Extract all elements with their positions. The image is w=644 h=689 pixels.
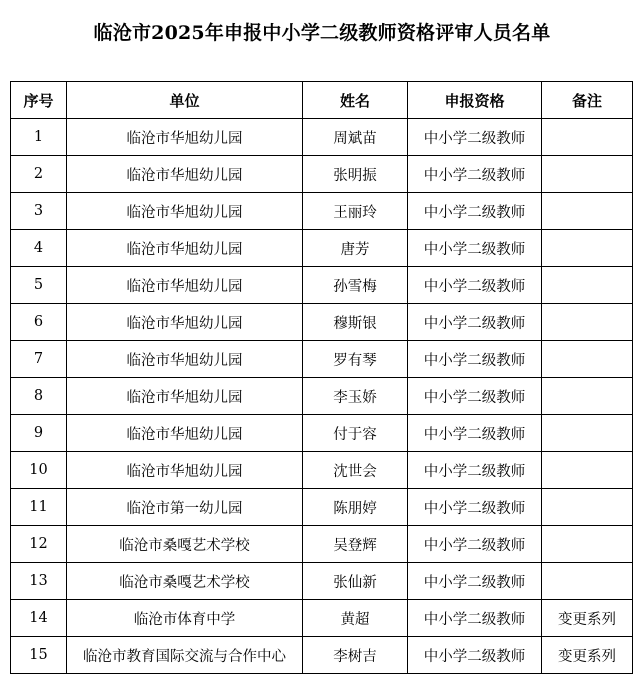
cell-qualification: 中小学二级教师 (408, 378, 542, 415)
cell-unit: 临沧市桑嘎艺术学校 (67, 526, 303, 563)
table-row (11, 637, 633, 674)
cell-serial: 8 (11, 378, 67, 415)
cell-remarks: 变更系列 (542, 600, 633, 637)
cell-name: 王丽玲 (303, 193, 408, 230)
cell-remarks (542, 341, 633, 378)
cell-remarks (542, 378, 633, 415)
cell-qualification: 中小学二级教师 (408, 230, 542, 267)
cell-qualification: 中小学二级教师 (408, 267, 542, 304)
cell-unit: 临沧市华旭幼儿园 (67, 156, 303, 193)
header-serial: 序号 (11, 82, 67, 119)
cell-serial: 3 (11, 193, 67, 230)
cell-remarks (542, 267, 633, 304)
header-qualification: 申报资格 (408, 82, 542, 119)
table-row (11, 341, 633, 378)
cell-serial: 7 (11, 341, 67, 378)
cell-remarks (542, 452, 633, 489)
table-row (11, 304, 633, 341)
cell-serial: 6 (11, 304, 67, 341)
roster-table (10, 81, 633, 674)
header-name: 姓名 (303, 82, 408, 119)
cell-qualification: 中小学二级教师 (408, 193, 542, 230)
cell-qualification: 中小学二级教师 (408, 304, 542, 341)
cell-unit: 临沧市华旭幼儿园 (67, 193, 303, 230)
cell-remarks (542, 193, 633, 230)
cell-unit: 临沧市华旭幼儿园 (67, 267, 303, 304)
cell-unit: 临沧市华旭幼儿园 (67, 230, 303, 267)
header-remarks: 备注 (542, 82, 633, 119)
cell-serial: 11 (11, 489, 67, 526)
cell-qualification: 中小学二级教师 (408, 119, 542, 156)
cell-remarks (542, 415, 633, 452)
header-unit: 单位 (67, 82, 303, 119)
cell-unit: 临沧市华旭幼儿园 (67, 378, 303, 415)
cell-qualification: 中小学二级教师 (408, 600, 542, 637)
cell-name: 付于容 (303, 415, 408, 452)
cell-qualification: 中小学二级教师 (408, 452, 542, 489)
cell-unit: 临沧市华旭幼儿园 (67, 452, 303, 489)
cell-unit: 临沧市体育中学 (67, 600, 303, 637)
cell-name: 陈朋婷 (303, 489, 408, 526)
table-row (11, 526, 633, 563)
cell-qualification: 中小学二级教师 (408, 489, 542, 526)
cell-serial: 2 (11, 156, 67, 193)
cell-remarks (542, 489, 633, 526)
cell-serial: 9 (11, 415, 67, 452)
cell-name: 穆斯银 (303, 304, 408, 341)
cell-unit: 临沧市华旭幼儿园 (67, 415, 303, 452)
cell-unit: 临沧市华旭幼儿园 (67, 119, 303, 156)
cell-remarks (542, 119, 633, 156)
table-row (11, 193, 633, 230)
table-row (11, 415, 633, 452)
cell-serial: 14 (11, 600, 67, 637)
cell-qualification: 中小学二级教师 (408, 526, 542, 563)
cell-serial: 13 (11, 563, 67, 600)
cell-qualification: 中小学二级教师 (408, 637, 542, 674)
cell-serial: 5 (11, 267, 67, 304)
cell-unit: 临沧市桑嘎艺术学校 (67, 563, 303, 600)
cell-name: 张明振 (303, 156, 408, 193)
cell-remarks (542, 304, 633, 341)
table-row (11, 489, 633, 526)
cell-unit: 临沧市华旭幼儿园 (67, 341, 303, 378)
table-row (11, 378, 633, 415)
cell-name: 沈世会 (303, 452, 408, 489)
table-row (11, 563, 633, 600)
table-row (11, 267, 633, 304)
cell-name: 张仙新 (303, 563, 408, 600)
cell-serial: 12 (11, 526, 67, 563)
cell-serial: 15 (11, 637, 67, 674)
cell-name: 李树吉 (303, 637, 408, 674)
cell-remarks (542, 156, 633, 193)
table-row (11, 600, 633, 637)
cell-name: 周斌苗 (303, 119, 408, 156)
cell-serial: 1 (11, 119, 67, 156)
cell-qualification: 中小学二级教师 (408, 563, 542, 600)
cell-unit: 临沧市教育国际交流与合作中心 (67, 637, 303, 674)
cell-name: 吴登辉 (303, 526, 408, 563)
cell-remarks (542, 563, 633, 600)
cell-name: 罗有琴 (303, 341, 408, 378)
cell-serial: 10 (11, 452, 67, 489)
table-row (11, 156, 633, 193)
cell-qualification: 中小学二级教师 (408, 341, 542, 378)
table-header-row (11, 82, 633, 119)
cell-name: 黄超 (303, 600, 408, 637)
table-row (11, 452, 633, 489)
cell-remarks (542, 230, 633, 267)
cell-name: 唐芳 (303, 230, 408, 267)
cell-name: 孙雪梅 (303, 267, 408, 304)
cell-name: 李玉娇 (303, 378, 408, 415)
cell-qualification: 中小学二级教师 (408, 415, 542, 452)
page-title: 临沧市2025年申报中小学二级教师资格评审人员名单 (93, 22, 551, 44)
table-row (11, 230, 633, 267)
cell-remarks (542, 526, 633, 563)
cell-unit: 临沧市第一幼儿园 (67, 489, 303, 526)
cell-qualification: 中小学二级教师 (408, 156, 542, 193)
cell-remarks: 变更系列 (542, 637, 633, 674)
cell-unit: 临沧市华旭幼儿园 (67, 304, 303, 341)
cell-serial: 4 (11, 230, 67, 267)
table-row (11, 119, 633, 156)
